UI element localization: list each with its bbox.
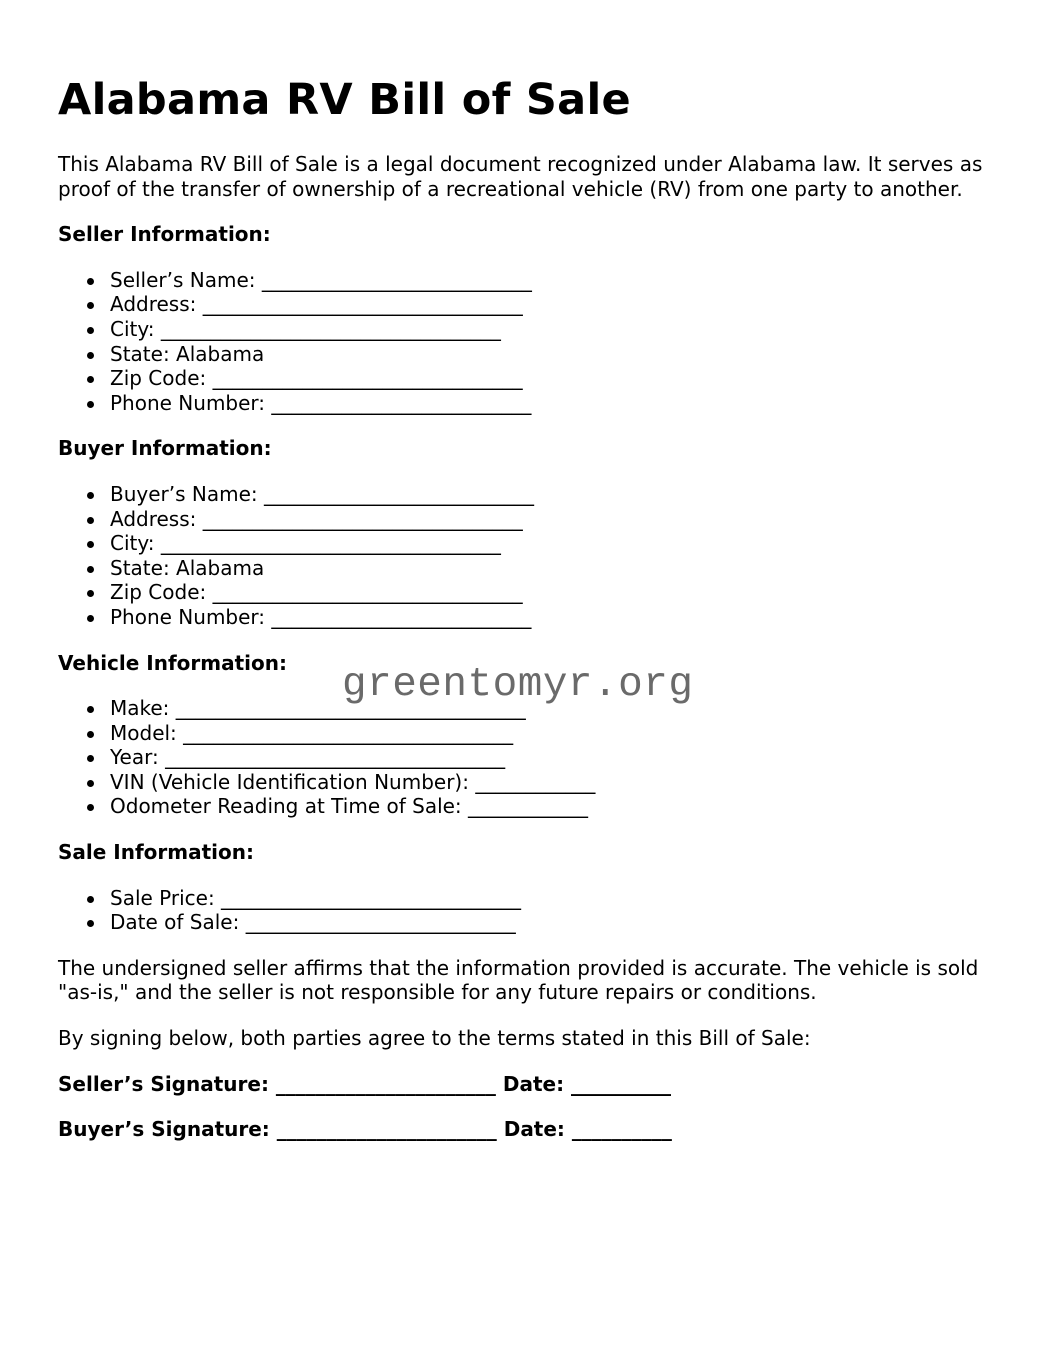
buyer-zip-field: Zip Code: _______________________________: [110, 580, 998, 605]
sale-section-heading: Sale Information:: [58, 840, 254, 865]
seller-name-field: Seller’s Name: ___________________________: [110, 268, 998, 293]
seller-zip-field: Zip Code: _______________________________: [110, 366, 998, 391]
sale-fields-list: [58, 886, 998, 935]
buyer-signature-line: Buyer’s Signature: ______________________ Date: __________: [58, 1117, 672, 1142]
document: [58, 72, 998, 1142]
vehicle-section-heading: Vehicle Information:: [58, 650, 287, 675]
intro-paragraph: This Alabama RV Bill of Sale is a legal document recognized under Alabama law. It serves as proof of the transfer of ownership of a recreational vehicle (RV) from one party to another.: [58, 152, 983, 201]
seller-address-field: Address: ________________________________: [110, 292, 998, 317]
buyer-fields-list: [58, 482, 998, 630]
sale-price-field: Sale Price: ______________________________: [110, 886, 998, 911]
seller-section-heading: Seller Information:: [58, 222, 271, 247]
buyer-name-field: Buyer’s Name: ___________________________: [110, 482, 998, 507]
vehicle-odometer-field: Odometer Reading at Time of Sale: ____________: [110, 794, 998, 819]
disclaimer-paragraph: The undersigned seller affirms that the information provided is accurate. The vehicle is sold "as-is," and the seller is not responsible for any future repairs or conditions.: [58, 955, 979, 1005]
buyer-address-field: Address: ________________________________: [110, 507, 998, 532]
watermark-text: greentomyr.org: [342, 662, 694, 708]
document-title: Alabama RV Bill of Sale: [58, 75, 631, 125]
seller-fields-list: [58, 268, 998, 416]
vehicle-model-field: Model: _________________________________: [110, 721, 998, 746]
seller-city-field: City: __________________________________: [110, 317, 998, 342]
vehicle-vin-field: VIN (Vehicle Identification Number): ____________: [110, 770, 998, 795]
buyer-phone-field: Phone Number: __________________________: [110, 605, 998, 630]
vehicle-make-field: Make: ___________________________________: [110, 696, 998, 721]
seller-signature-line: Seller’s Signature: ______________________ Date: __________: [58, 1071, 672, 1096]
seller-phone-field: Phone Number: __________________________: [110, 391, 998, 416]
sale-date-field: Date of Sale: ___________________________: [110, 910, 998, 935]
buyer-section-heading: Buyer Information:: [58, 436, 272, 461]
vehicle-year-field: Year: __________________________________: [110, 745, 998, 770]
buyer-state-field: State: Alabama: [110, 556, 998, 581]
buyer-city-field: City: __________________________________: [110, 531, 998, 556]
agreement-paragraph: By signing below, both parties agree to the terms stated in this Bill of Sale:: [58, 1026, 811, 1051]
seller-state-field: State: Alabama: [110, 342, 998, 367]
vehicle-fields-list: [58, 696, 998, 819]
